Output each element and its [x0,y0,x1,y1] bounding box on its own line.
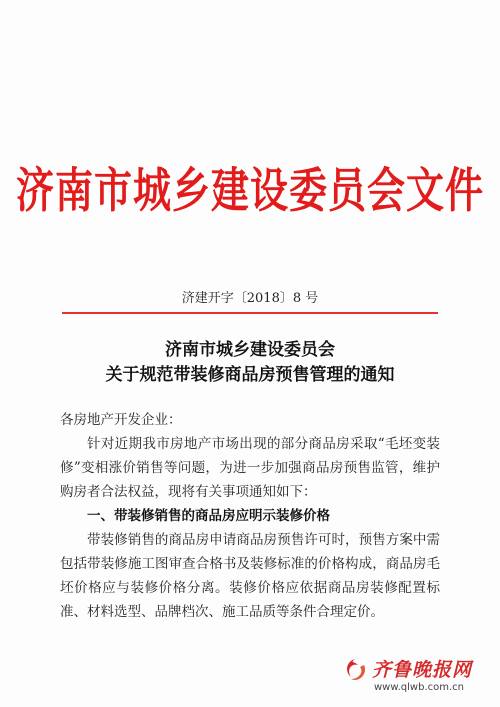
section-heading-1: 一、带装修销售的商品房应明示装修价格 [87,508,330,524]
document-number: 济建开字〔2018〕8 号 [181,291,319,306]
notice-title-line1: 济南市城乡建设委员会 [165,340,335,360]
notice-title-line2: 关于规范带装修商品房预售管理的通知 [105,365,395,385]
watermark-url: www.qlwb.com.cn [374,682,464,693]
paragraph-intro: 针对近期我市房地产市场出现的部分商品房采取“毛坯变装修”变相涨价销售等问题，为进一步加强商品房预售监管，维护购房者合法权益，现将有关事项通知如下： [60,436,440,500]
notice-body [60,408,440,624]
swirl-logo-icon [342,657,368,683]
paragraph-section-1: 带装修销售的商品房申请商品房预售许可时，预售方案中需包括带装修施工图审查合格书及装修标准的价格构成，商品房毛坯价格应与装修价格分离。装修价格应依据商品房装修配置标准、材料选型、品牌档次、施工品质等条件合理定价。 [60,532,440,620]
document-header-title: 济南市城乡建设委员会文件 [15,162,484,219]
site-watermark [342,655,482,697]
red-divider-line [62,312,438,314]
watermark-site-name: 齐鲁晚报网 [372,659,473,681]
addressee: 各房地产开发企业： [60,412,182,428]
notice-title [0,338,500,388]
